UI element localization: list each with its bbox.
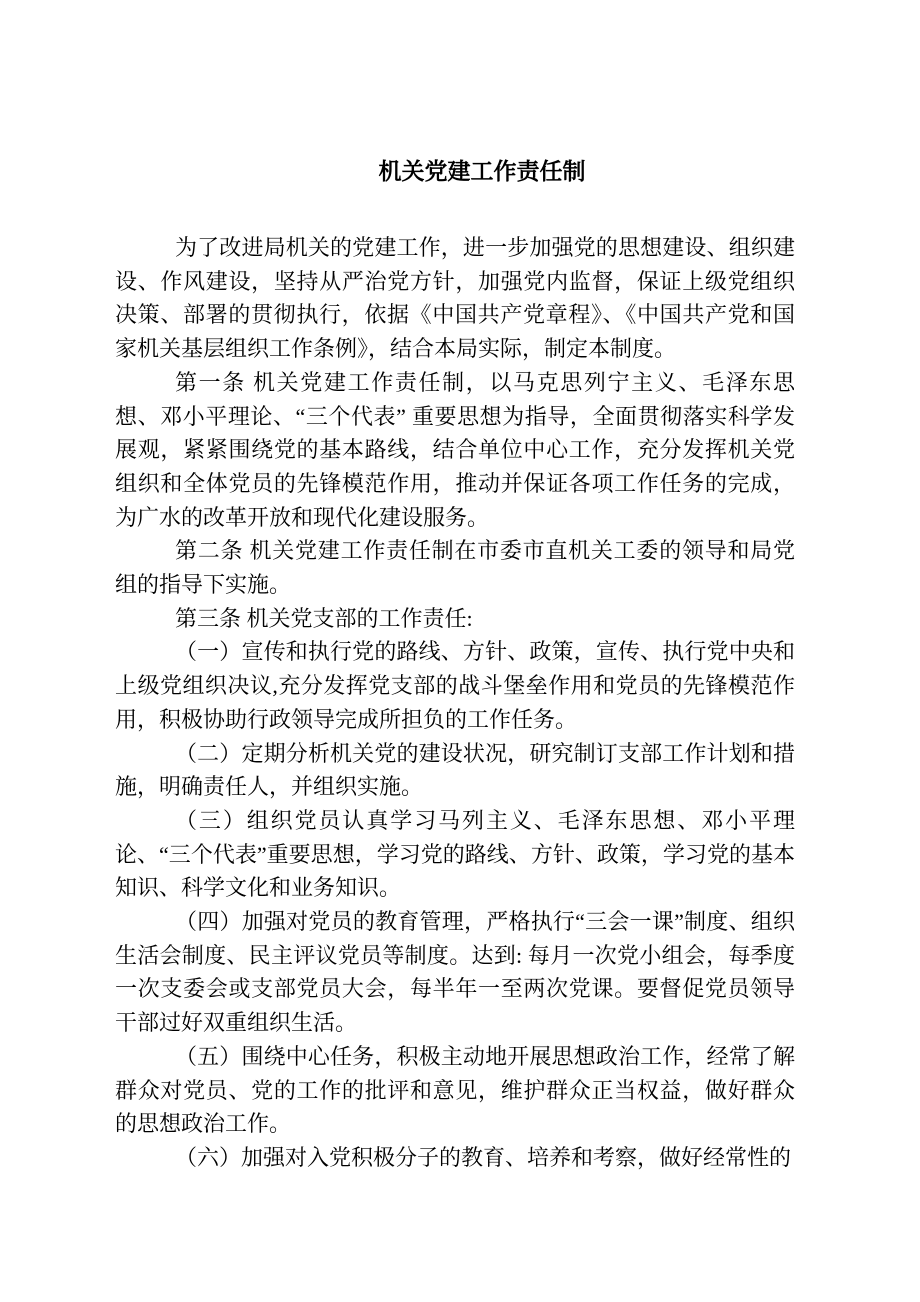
paragraph: 第二条 机关党建工作责任制在市委市直机关工委的领导和局党组的指导下实施。 (115, 538, 795, 598)
document-body (0, 231, 920, 1175)
paragraph: 第三条 机关党支部的工作责任: (175, 605, 473, 631)
paragraph: （六）加强对入党积极分子的教育、培养和考察，做好经常性的 (175, 1144, 792, 1170)
paragraph: 为了改进局机关的党建工作，进一步加强党的思想建设、组织建设、作风建设，坚持从严治党方针，加强党内监督，保证上级党组织决策、部署的贯彻执行，依据《中国共产党章程》、《中国共产党和国家机关基层组织工作条例》，结合本局实际，制定本制度。 (115, 235, 795, 362)
paragraph: （五）围绕中心任务，积极主动地开展思想政治工作，经常了解群众对党员、党的工作的批评和意见，维护群众正当权益，做好群众的思想政治工作。 (115, 1043, 795, 1137)
paragraph: （四）加强对党员的教育管理，严格执行“三会一课”制度、组织生活会制度、民主评议党员等制度。达到: 每月一次党小组会，每季度一次支委会或支部党员大会，每半年一至两次党课。要督促党员领导干部过好双重组织生活。 (115, 909, 795, 1036)
document-title: 机关党建工作责任制 (378, 158, 586, 184)
paragraph: （二）定期分析机关党的建设状况，研究制订支部工作计划和措施，明确责任人，并组织实施。 (115, 740, 795, 800)
paragraph: 第一条 机关党建工作责任制，以马克思列宁主义、毛泽东思想、邓小平理论、“三个代表” 重要思想为指导，全面贯彻落实科学发展观，紧紧围绕党的基本路线，结合单位中心工作，充分发挥机关党组织和全体党员的先锋模范作用，推动并保证各项工作任务的完成，为广水的改革开放和现代化建设服务。 (115, 369, 795, 530)
paragraph: （一）宣传和执行党的路线、方针、政策，宣传、执行党中央和上级党组织决议,充分发挥党支部的战斗堡垒作用和党员的先锋模范作用，积极协助行政领导完成所担负的工作任务。 (115, 639, 795, 732)
paragraph: （三）组织党员认真学习马列主义、毛泽东思想、邓小平理论、“三个代表”重要思想，学习党的路线、方针、政策，学习党的基本知识、科学文化和业务知识。 (115, 807, 795, 901)
